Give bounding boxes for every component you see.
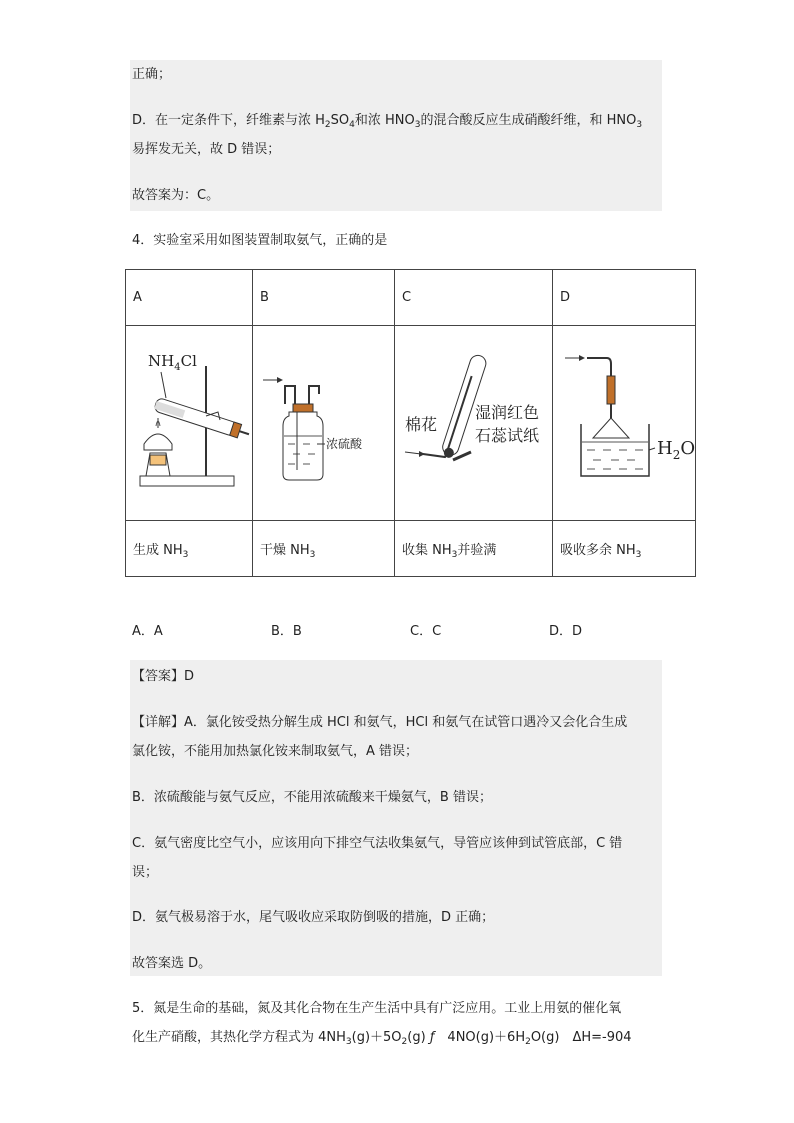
figure-b-wash-bottle <box>253 326 395 516</box>
question-5-line-2: 化生产硝酸，其热化学方程式为 $4NH_3(g)+5O_2(g)$ ƒ $4NO(g)+6H_2O(g)$ ΔH=-904 <box>132 1030 632 1047</box>
svg-text:石蕊试纸: 石蕊试纸 <box>475 426 540 445</box>
header-b: B <box>253 270 395 326</box>
figure-c-collection-tube <box>395 326 553 516</box>
question-5-line-1: 5．氮是生命的基础，氮及其化合物在生产生活中具有广泛应用。工业上用氨的催化氧 <box>132 1001 622 1016</box>
option-a: A．A <box>132 624 163 639</box>
figure-c-cell <box>395 326 553 521</box>
detail-line-4: C．氨气密度比空气小，应该用向下排空气法收集氨气，导管应该伸到试管底部，C 错 <box>132 836 623 851</box>
option-d: D．D <box>549 624 583 639</box>
figure-a-cell <box>126 326 253 521</box>
prev-line-4: 故答案为：C。 <box>132 188 220 203</box>
prev-line-3: 易挥发无关，故 D 错误； <box>132 142 281 157</box>
figure-b-cell <box>253 326 395 521</box>
option-c: C．C <box>410 624 442 639</box>
svg-text:湿润红色: 湿润红色 <box>475 403 540 422</box>
detail-line-5: 误； <box>132 865 159 880</box>
caption-b: 干燥 $NH_3$ <box>253 521 395 577</box>
svg-text:H2O: $H_2O$ <box>657 438 696 462</box>
header-a: A <box>126 270 253 326</box>
header-d: D <box>553 270 696 326</box>
detail-line-3: B．浓硫酸能与氨气反应，不能用浓硫酸来干燥氨气，B 错误； <box>132 790 492 805</box>
svg-text:浓硫酸: 浓硫酸 <box>326 437 363 451</box>
prev-line-2: D．在一定条件下，纤维素与浓 $H_2SO_4$和浓 $HNO_3$的混合酸反应生成硝酸纤维，和 $HNO_3$ <box>132 113 643 130</box>
svg-text:NH4Cl: $NH_4Cl$ <box>148 352 197 373</box>
figure-d-funnel-absorber <box>553 326 696 516</box>
detail-line-6: D．氨气极易溶于水，尾气吸收应采取防倒吸的措施，D 正确； <box>132 910 495 925</box>
option-b: B．B <box>271 624 302 639</box>
answer-label: 【答案】D <box>132 669 195 684</box>
svg-text:棉花: 棉花 <box>405 415 438 434</box>
detail-line-7: 故答案选 D。 <box>132 956 212 971</box>
caption-d: 吸收多余 $NH_3$ <box>553 521 696 577</box>
answer-block <box>130 660 662 976</box>
figure-d-cell <box>553 326 696 521</box>
figure-a-heating-apparatus <box>126 326 253 516</box>
detail-line-2: 氯化铵，不能用加热氯化铵来制取氨气，A 错误； <box>132 744 419 759</box>
question-4-stem: 4．实验室采用如图装置制取氨气，正确的是 <box>132 233 388 248</box>
caption-c: 收集 $NH_3$并验满 <box>395 521 553 577</box>
caption-a: 生成 $NH_3$ <box>126 521 253 577</box>
detail-line-1: 【详解】A．氯化铵受热分解生成 HCl 和氨气，HCl 和氨气在试管口遇冷又会化合生成 <box>132 715 628 730</box>
prev-line-1: 正确； <box>132 67 172 82</box>
header-c: C <box>395 270 553 326</box>
apparatus-table <box>125 269 696 577</box>
